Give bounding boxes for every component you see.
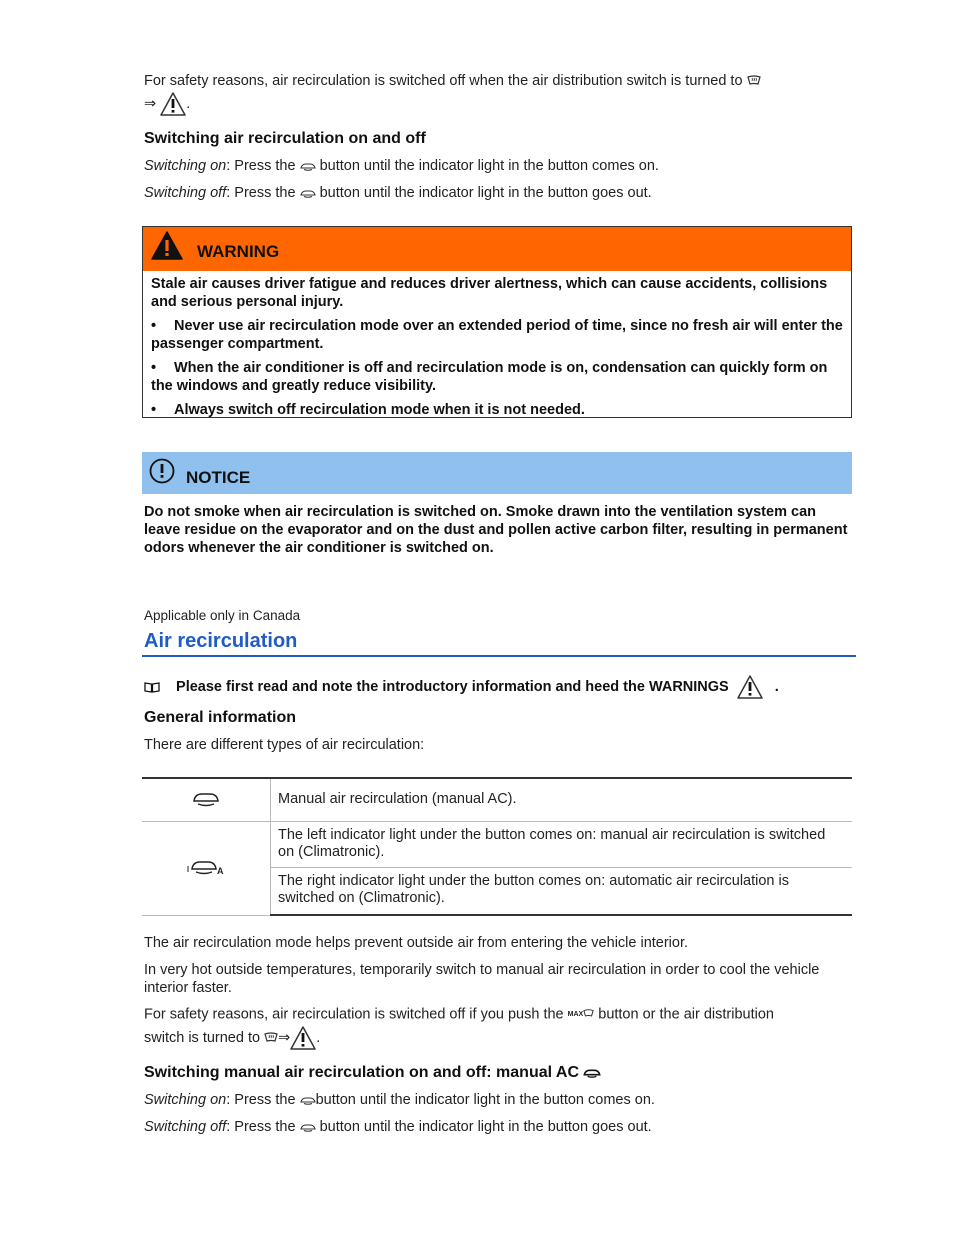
paragraph: In very hot outside temperatures, temporarily switch to manual air recirculation in order to cool the vehicle interior faster. <box>144 962 820 996</box>
manual-ac-heading: Switching manual air recirculation on and off: manual AC <box>144 1064 601 1082</box>
switching-off-text-2: button until the indicator light in the button goes out. <box>319 185 652 201</box>
intro-reference <box>144 92 190 116</box>
notice-text: Do not smoke when air recirculation is switched on. Smoke drawn into the ventilation system can leave residue on the evaporator and on the dust and pollen active carbon filter, resulting in permanent odors whenever the air conditioner is switched on. <box>144 504 848 556</box>
table-icon-cell <box>142 822 271 916</box>
switching-on-paragraph <box>144 157 659 176</box>
windshield-defrost-icon <box>747 75 761 88</box>
intro-text: For safety reasons, air recirculation is switched off when the air distribution switch is turned to <box>144 73 743 89</box>
bullet: • <box>151 360 157 376</box>
warning-triangle-icon[interactable] <box>290 1026 316 1050</box>
recirculation-icon <box>300 161 316 171</box>
switching-on-label: Switching on <box>144 158 227 174</box>
auto-recirculation-icon <box>186 855 226 877</box>
windshield-defrost-icon <box>264 1032 278 1045</box>
warning-triangle-icon[interactable] <box>737 675 763 699</box>
switching-off-paragraph <box>144 184 652 203</box>
reference-arrow: ⇒ <box>278 1029 291 1046</box>
manual-off-paragraph: Switching off: Press the button until the indicator light in the button goes out. <box>144 1119 652 1135</box>
warning-lead: Stale air causes driver fatigue and reduces driver alertness, which can cause accidents, collisions and serious personal injury. <box>151 276 828 310</box>
section-title: Air recirculation <box>144 630 298 652</box>
recirculation-icon <box>583 1067 601 1078</box>
notice-exclamation-icon <box>148 457 176 485</box>
warning-box <box>142 226 852 418</box>
switching-heading: Switching air recirculation on and off <box>144 130 426 147</box>
notice-header <box>142 452 852 494</box>
manual-recirculation-icon <box>192 789 220 807</box>
table-cell: The right indicator light under the button comes on: automatic air recirculation is switched on (Climatronic). <box>271 868 853 916</box>
read-note <box>144 675 779 699</box>
recirculation-icon <box>300 1095 316 1105</box>
section-divider <box>142 655 856 657</box>
warning-title: WARNING <box>197 242 280 261</box>
read-note-text: Please first read and note the introductory information and heed the WARNINGS <box>176 678 729 695</box>
warning-header <box>143 227 851 271</box>
intro-paragraph <box>144 72 761 91</box>
warning-item: • Always switch off recirculation mode when it is not needed. <box>151 402 585 418</box>
paragraph: switch is turned to ⇒ . <box>144 1026 320 1050</box>
warning-item: • Never use air recirculation mode over an extended period of time, since no fresh air will enter the passenger compartment. <box>151 318 843 352</box>
switching-on-text-2: button until the indicator light in the button comes on. <box>319 158 659 174</box>
paragraph: The air recirculation mode helps prevent outside air from entering the vehicle interior. <box>144 935 689 951</box>
table-row <box>142 822 852 868</box>
max-defrost-icon: MAX <box>568 1011 595 1018</box>
recirculation-icon <box>300 188 316 198</box>
applicable-note: Applicable only in Canada <box>144 608 301 623</box>
recirculation-table <box>142 777 852 916</box>
manual-on-paragraph: Switching on: Press the button until the indicator light in the button comes on. <box>144 1092 655 1108</box>
warning-item: • When the air conditioner is off and recirculation mode is on, condensation can quickly form on the windows and greatly reduce visibility. <box>151 360 828 394</box>
switching-on-text-1: : Press the <box>226 158 296 174</box>
switching-off-label: Switching off <box>144 1119 227 1135</box>
read-note-end: . <box>774 678 779 695</box>
bullet: • <box>151 318 157 334</box>
intro-end: . <box>186 95 191 112</box>
recirculation-icon <box>300 1122 316 1132</box>
switching-off-label: Switching off <box>144 185 227 201</box>
table-cell: The left indicator light under the button comes on: manual air recirculation is switched on (Climatronic). <box>271 822 853 868</box>
switching-on-label: Switching on <box>144 1092 227 1108</box>
warning-triangle-icon[interactable] <box>160 92 186 116</box>
book-icon <box>144 681 160 693</box>
warning-body <box>143 275 851 419</box>
table-row <box>142 778 852 822</box>
general-heading: General information <box>144 709 297 726</box>
table-icon-cell <box>142 778 271 822</box>
table-cell: Manual air recirculation (manual AC). <box>271 778 853 822</box>
notice-title: NOTICE <box>186 468 251 487</box>
paragraph: For safety reasons, air recirculation is switched off if you push the MAX button or the air distribution <box>144 1006 774 1023</box>
warning-triangle-icon <box>151 231 183 261</box>
general-intro: There are different types of air recirculation: <box>144 737 425 753</box>
bullet: • <box>151 402 157 418</box>
switching-off-text-1: : Press the <box>226 185 296 201</box>
auto-suffix: A <box>217 866 224 877</box>
reference-arrow: ⇒ <box>144 95 157 112</box>
